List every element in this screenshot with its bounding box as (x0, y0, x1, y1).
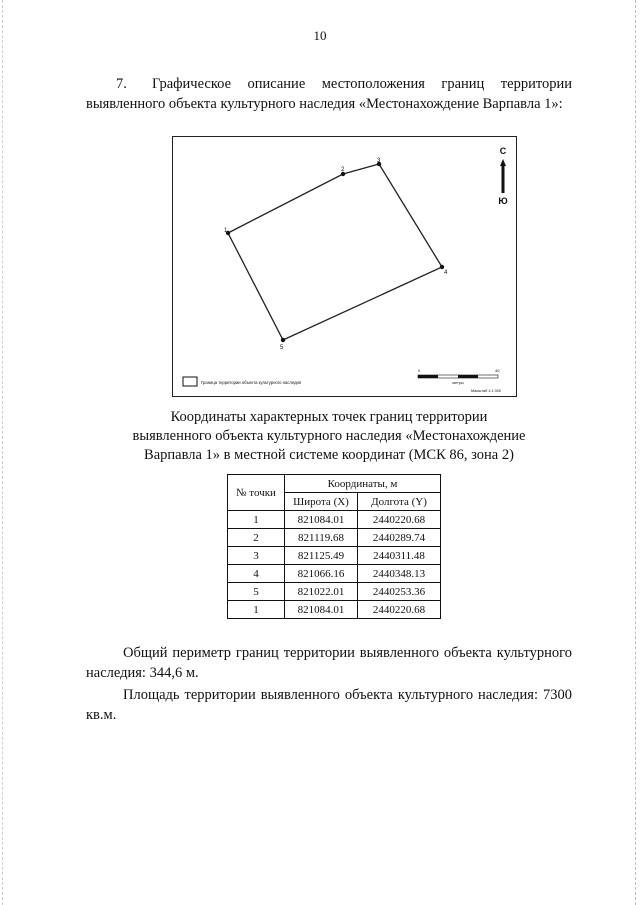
cell-point: 1 (228, 511, 285, 529)
compass-north-label: С (499, 146, 507, 156)
scale-bar-seg-a (418, 375, 438, 378)
legend-text: Граница территории объекта культурного наследия (201, 380, 302, 385)
caption-line-1: Координаты характерных точек границ территории (170, 409, 488, 425)
section-text: Графическое описание местоположения границ территории выявленного объекта культурного наследия «Местонахождение Варпавла 1»: (86, 76, 572, 112)
coordinates-table (227, 474, 441, 619)
table-row (228, 583, 441, 601)
vertex-point-4 (440, 265, 444, 269)
cell-x: 821119.68 (285, 529, 358, 547)
cell-x: 821084.01 (285, 601, 358, 619)
page-number: 10 (313, 28, 327, 43)
scale-zero-label: 0 (418, 368, 421, 373)
scale-ratio: Масштаб 1:1 000 (471, 389, 501, 393)
cell-y: 2440289.74 (358, 529, 441, 547)
section-number: 7. (116, 76, 127, 92)
cell-y: 2440311.48 (358, 547, 441, 565)
cell-point: 3 (228, 547, 285, 565)
compass-arrow-icon (500, 159, 506, 166)
cell-x: 821066.16 (285, 565, 358, 583)
boundary-polygon (228, 164, 442, 340)
vertex-label-2: 2 (341, 167, 345, 173)
scan-edge-right (635, 0, 637, 905)
caption-line-3: Варпавла 1» в местной системе координат (МСК 86, зона 2) (144, 447, 514, 463)
header-lon: Долгота (Y) (358, 493, 441, 511)
cell-x: 821084.01 (285, 511, 358, 529)
scale-bar-seg-b (458, 375, 478, 378)
cell-point: 5 (228, 583, 285, 601)
vertex-label-1: 1 (224, 228, 228, 234)
perimeter-paragraph: Общий периметр границ территории выявленного объекта культурного наследия: 344,6 м. (86, 645, 572, 681)
header-point: № точки (228, 475, 285, 511)
vertex-label-3: 3 (377, 158, 381, 164)
table-row (228, 547, 441, 565)
cell-y: 2440220.68 (358, 511, 441, 529)
header-coords: Координаты, м (285, 475, 441, 493)
compass-south-label: Ю (498, 196, 508, 206)
map-legend (183, 377, 301, 386)
table-row (228, 511, 441, 529)
cell-point: 1 (228, 601, 285, 619)
table-caption (86, 408, 572, 465)
cell-y: 2440253.36 (358, 583, 441, 601)
header-lat: Широта (X) (285, 493, 358, 511)
cell-y: 2440348.13 (358, 565, 441, 583)
compass-shaft (502, 165, 505, 193)
cell-x: 821022.01 (285, 583, 358, 601)
vertex-label-5: 5 (280, 345, 284, 351)
section-heading (86, 74, 572, 114)
boundary-map (172, 136, 517, 397)
cell-point: 4 (228, 565, 285, 583)
map-canvas (173, 137, 516, 396)
vertex-point-5 (281, 338, 285, 342)
legend-swatch-icon (183, 377, 197, 386)
scan-edge-left (2, 0, 4, 905)
scale-max-label: 40 (495, 368, 500, 373)
vertex-label-4: 4 (444, 270, 448, 276)
scale-bar (418, 368, 501, 393)
scale-unit: метры (452, 381, 464, 385)
table-row (228, 601, 441, 619)
compass-icon (498, 146, 507, 206)
table-row (228, 529, 441, 547)
cell-point: 2 (228, 529, 285, 547)
cell-y: 2440220.68 (358, 601, 441, 619)
table-header-row (228, 475, 441, 493)
area-paragraph: Площадь территории выявленного объекта культурного наследия: 7300 кв.м. (86, 687, 572, 723)
cell-x: 821125.49 (285, 547, 358, 565)
table-row (228, 565, 441, 583)
caption-line-2: выявленного объекта культурного наследия «Местонахождение (132, 428, 526, 444)
